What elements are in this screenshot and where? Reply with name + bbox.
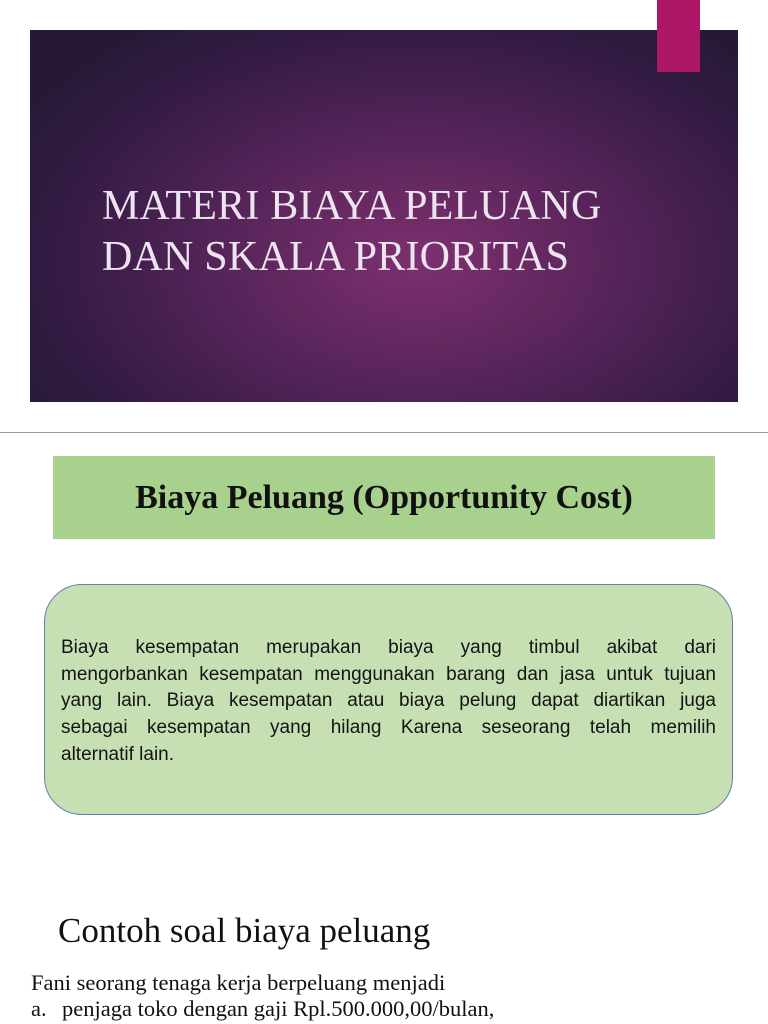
title-slide [30, 30, 738, 402]
definition-line: mengorbankan kesempatan menggunakan barang dan jasa untuk tujuan [61, 663, 716, 685]
page-divider [0, 432, 768, 433]
definition-line: Biaya kesempatan merupakan biaya yang timbul akibat dari [61, 637, 716, 658]
example-option [31, 996, 731, 1022]
title-line-2: DAN SKALA PRIORITAS [102, 234, 570, 280]
definition-line: yang lain. Biaya kesempatan atau biaya pelung dapat diartikan juga [61, 690, 716, 712]
definition-box [44, 584, 733, 815]
definition-line: alternatif lain. [61, 743, 175, 765]
example-title: Contoh soal biaya peluang [58, 911, 431, 950]
heading-text: Biaya Peluang (Opportunity Cost) [135, 479, 633, 516]
example-intro: Fani seorang tenaga kerja berpeluang menjadi [31, 970, 446, 995]
slide-title [102, 181, 602, 283]
option-marker: a. [31, 996, 47, 1021]
title-line-1: MATERI BIAYA PELUANG [102, 183, 602, 229]
heading-banner [53, 456, 715, 539]
definition-line: sebagai kesempatan yang hilang Karena seseorang telah memilih [61, 717, 716, 739]
accent-bar [657, 0, 700, 72]
definition-paragraph [61, 635, 716, 769]
option-text: penjaga toko dengan gaji Rpl.500.000,00/bulan, [62, 996, 495, 1021]
